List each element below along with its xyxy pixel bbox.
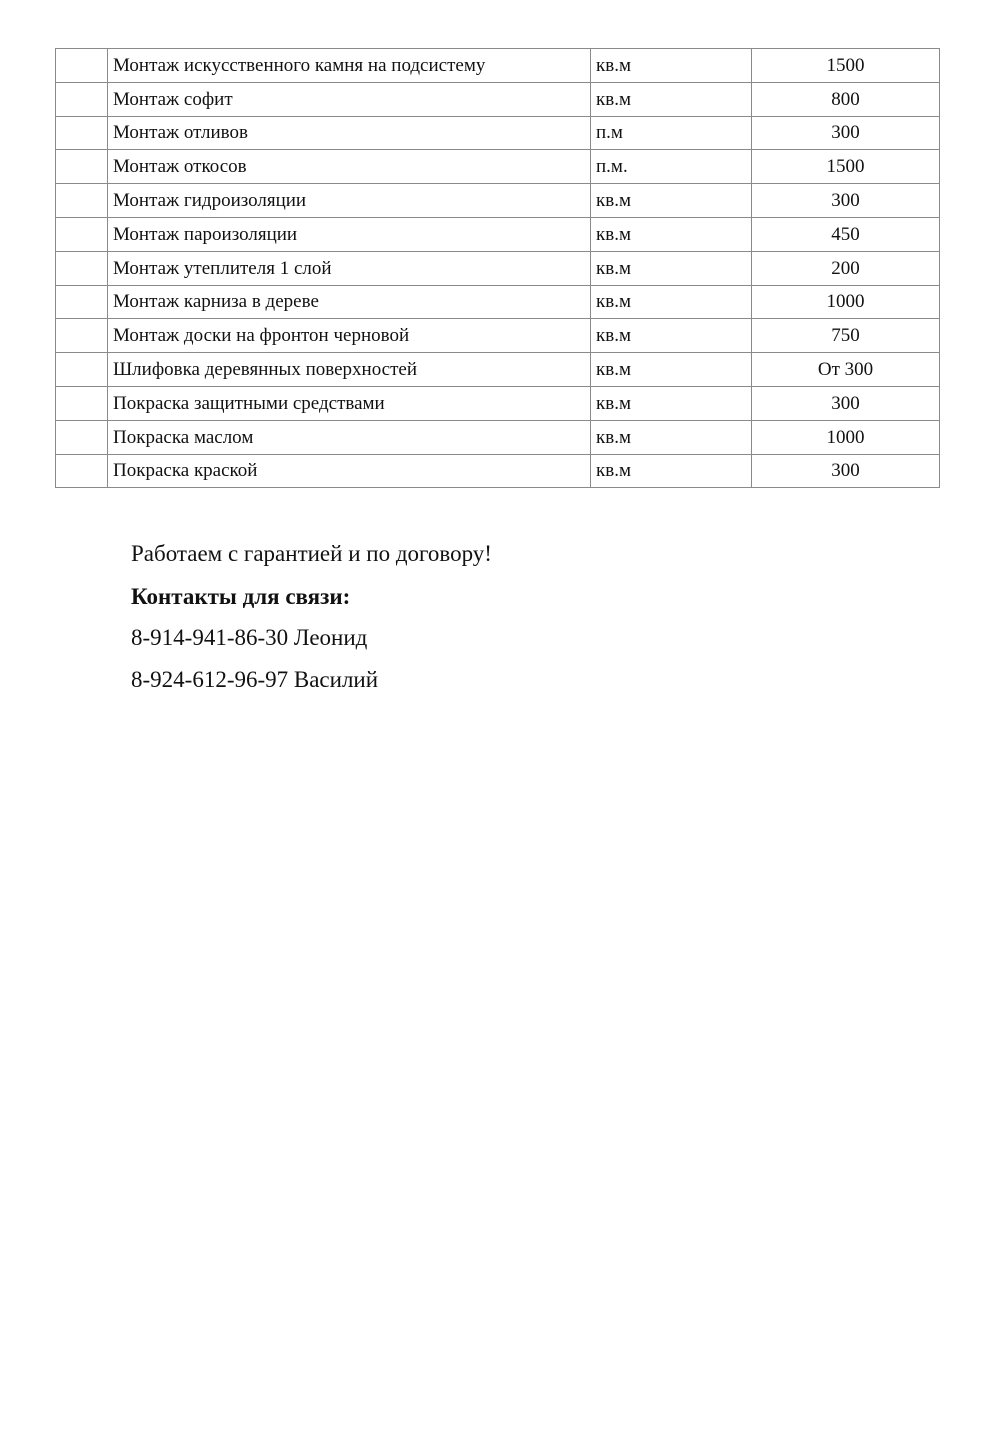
row-number-cell: [56, 150, 108, 184]
unit-cell: кв.м: [591, 386, 752, 420]
service-name-cell: Шлифовка деревянных поверхностей: [108, 353, 591, 387]
unit-cell: кв.м: [591, 285, 752, 319]
service-name-cell: Монтаж карниза в дереве: [108, 285, 591, 319]
table-row: [56, 454, 940, 488]
price-table-body: [56, 49, 940, 488]
row-number-cell: [56, 251, 108, 285]
service-name-cell: Монтаж пароизоляции: [108, 217, 591, 251]
table-row: [56, 251, 940, 285]
row-number-cell: [56, 184, 108, 218]
price-cell: 800: [752, 82, 940, 116]
row-number-cell: [56, 353, 108, 387]
row-number-cell: [56, 420, 108, 454]
service-name-cell: Покраска маслом: [108, 420, 591, 454]
row-number-cell: [56, 217, 108, 251]
unit-cell: кв.м: [591, 251, 752, 285]
table-row: [56, 82, 940, 116]
service-name-cell: Монтаж софит: [108, 82, 591, 116]
unit-cell: кв.м: [591, 49, 752, 83]
row-number-cell: [56, 49, 108, 83]
table-row: [56, 353, 940, 387]
contact-phone-vasily: 8-924-612-96-97 Василий: [131, 666, 379, 692]
contact-phone-leonid: 8-914-941-86-30 Леонид: [131, 625, 368, 651]
unit-cell: кв.м: [591, 184, 752, 218]
price-cell: От 300: [752, 353, 940, 387]
row-number-cell: [56, 319, 108, 353]
price-cell: 300: [752, 386, 940, 420]
contacts-heading: Контакты для связи:: [131, 583, 351, 609]
service-name-cell: Монтаж утеплителя 1 слой: [108, 251, 591, 285]
price-cell: 1000: [752, 285, 940, 319]
row-number-cell: [56, 454, 108, 488]
table-row: [56, 150, 940, 184]
table-row: [56, 116, 940, 150]
table-row: [56, 386, 940, 420]
table-row: [56, 184, 940, 218]
price-cell: 1500: [752, 49, 940, 83]
table-row: [56, 319, 940, 353]
row-number-cell: [56, 82, 108, 116]
contact-section: [131, 540, 492, 707]
unit-cell: кв.м: [591, 353, 752, 387]
service-name-cell: Покраска краской: [108, 454, 591, 488]
unit-cell: п.м.: [591, 150, 752, 184]
unit-cell: п.м: [591, 116, 752, 150]
service-name-cell: Покраска защитными средствами: [108, 386, 591, 420]
row-number-cell: [56, 285, 108, 319]
unit-cell: кв.м: [591, 217, 752, 251]
price-cell: 450: [752, 217, 940, 251]
price-table: [55, 48, 940, 488]
price-cell: 1500: [752, 150, 940, 184]
price-cell: 300: [752, 116, 940, 150]
price-cell: 1000: [752, 420, 940, 454]
price-cell: 300: [752, 184, 940, 218]
table-row: [56, 217, 940, 251]
service-name-cell: Монтаж гидроизоляции: [108, 184, 591, 218]
row-number-cell: [56, 386, 108, 420]
unit-cell: кв.м: [591, 319, 752, 353]
table-row: [56, 49, 940, 83]
service-name-cell: Монтаж доски на фронтон черновой: [108, 319, 591, 353]
price-cell: 750: [752, 319, 940, 353]
service-name-cell: Монтаж отливов: [108, 116, 591, 150]
unit-cell: кв.м: [591, 82, 752, 116]
table-row: [56, 420, 940, 454]
price-cell: 200: [752, 251, 940, 285]
service-name-cell: Монтаж откосов: [108, 150, 591, 184]
unit-cell: кв.м: [591, 420, 752, 454]
guarantee-text: Работаем с гарантией и по договору!: [131, 541, 492, 566]
service-name-cell: Монтаж искусственного камня на подсистему: [108, 49, 591, 83]
row-number-cell: [56, 116, 108, 150]
price-cell: 300: [752, 454, 940, 488]
table-row: [56, 285, 940, 319]
unit-cell: кв.м: [591, 454, 752, 488]
